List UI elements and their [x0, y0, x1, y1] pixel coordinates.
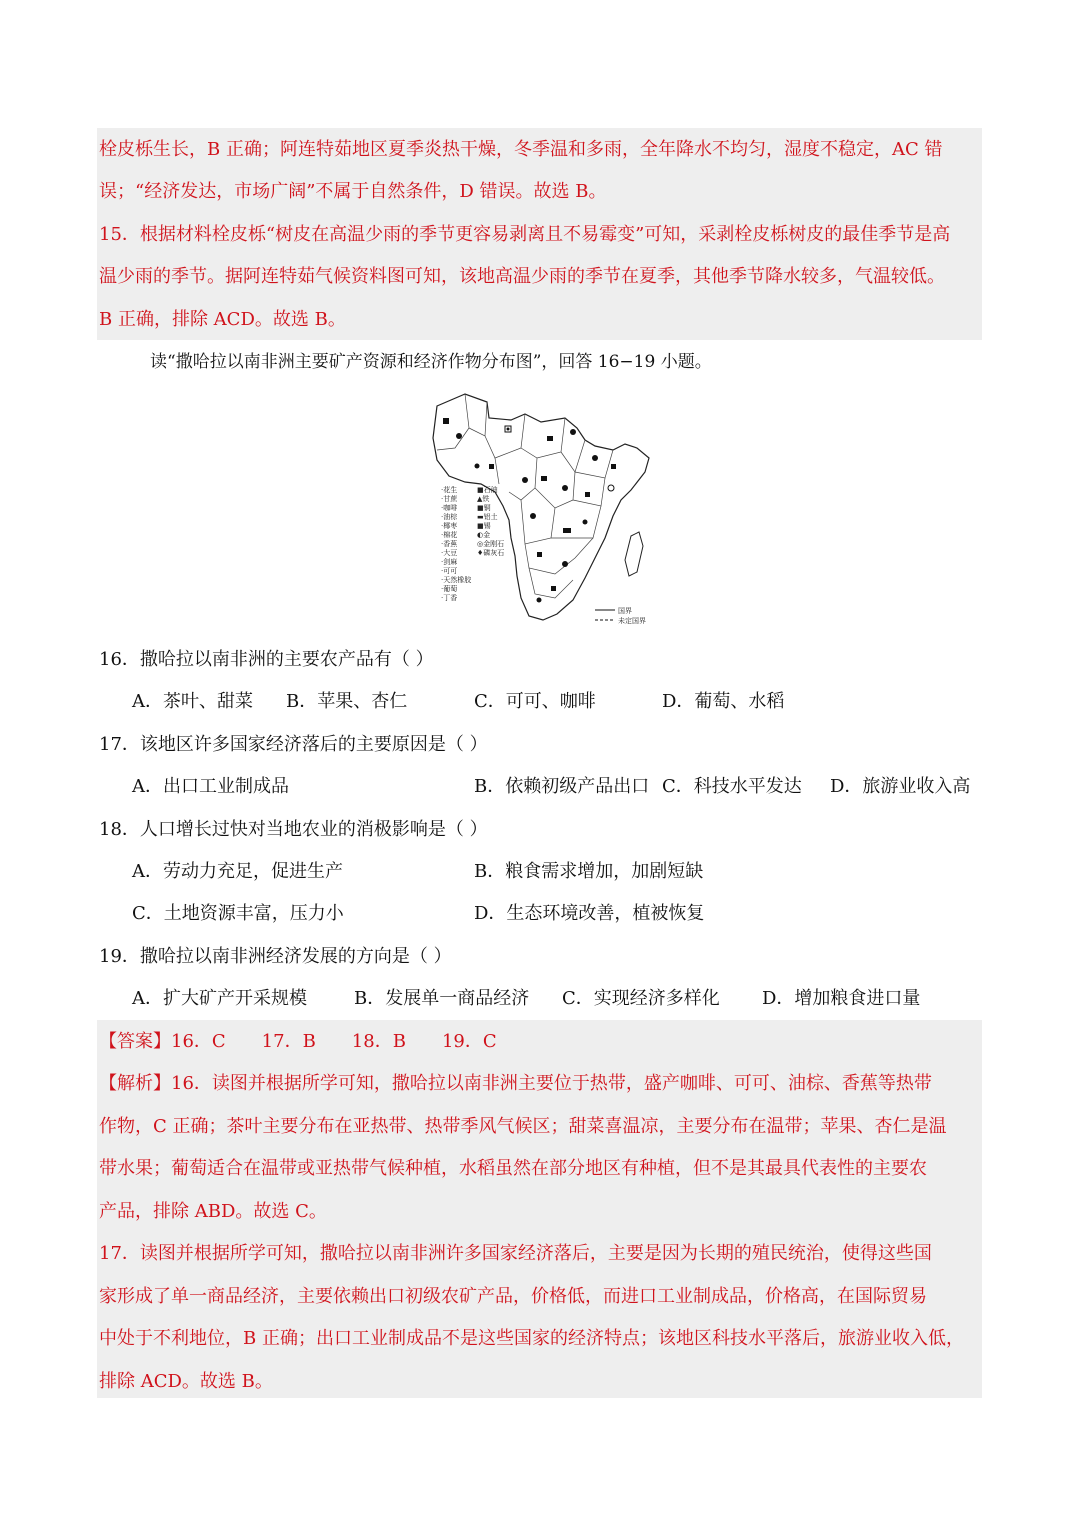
svg-text:·甘蔗: ·甘蔗 — [441, 495, 458, 503]
explanation-line: 栓皮栎生长，B 正确；阿连特茹地区夏季炎热干燥，冬季温和多雨，全年降水不均匀，湿度不稳定，AC 错 — [99, 139, 943, 160]
q19-option-a[interactable]: A．扩大矿产开采规模 — [132, 988, 307, 1009]
svg-text:·香蕉: ·香蕉 — [441, 540, 458, 548]
svg-text:·剑麻: ·剑麻 — [441, 558, 458, 566]
africa-map-figure — [425, 388, 655, 628]
question-16-stem: 16．撒哈拉以南非洲的主要农产品有（ ） — [99, 649, 434, 670]
q18-option-c[interactable]: C．土地资源丰富，压力小 — [132, 903, 344, 924]
question-18-stem: 18．人口增长过快对当地农业的消极影响是（ ） — [99, 819, 488, 840]
q19-option-c[interactable]: C．实现经济多样化 — [562, 988, 720, 1009]
svg-text:·花生: ·花生 — [441, 486, 458, 494]
analysis-tag: 【解析】 — [99, 1073, 171, 1094]
svg-text:·椰枣: ·椰枣 — [441, 522, 458, 530]
svg-text:·可可: ·可可 — [441, 567, 458, 575]
explanation-line: B 正确，排除 ACD。故选 B。 — [99, 309, 346, 330]
q18-option-b[interactable]: B．粮食需求增加，加剧短缺 — [474, 861, 704, 882]
analysis-line: 产品，排除 ABD。故选 C。 — [99, 1201, 327, 1222]
answer-line — [99, 1030, 497, 1054]
q17-option-a[interactable]: A．出口工业制成品 — [132, 776, 289, 797]
madagascar-outline — [625, 532, 643, 576]
svg-text:■锡: ■锡 — [477, 522, 491, 530]
q18-option-d[interactable]: D．生态环境改善，植被恢复 — [474, 903, 705, 924]
analysis-line: 17．读图并根据所学可知，撒哈拉以南非洲许多国家经济落后，主要是因为长期的殖民统治，使得这些国 — [99, 1243, 932, 1264]
q16-option-a[interactable]: A．茶叶、甜菜 — [132, 691, 253, 712]
q18-option-a[interactable]: A．劳动力充足，促进生产 — [132, 861, 343, 882]
answer-tag: 【答案】 — [99, 1031, 171, 1052]
svg-text:▲铁: ▲铁 — [477, 495, 490, 503]
svg-text:·天然橡胶: ·天然橡胶 — [441, 576, 472, 584]
svg-text:♦磷灰石: ♦磷灰石 — [477, 549, 505, 557]
svg-text:▬铝土: ▬铝土 — [477, 513, 498, 521]
svg-text:·葡萄: ·葡萄 — [441, 585, 458, 593]
analysis-line: 带水果；葡萄适合在温带或亚热带气候种植，水稻虽然在部分地区有种植，但不是其最具代表性的主要农 — [99, 1158, 927, 1179]
q17-option-d[interactable]: D．旅游业收入高 — [830, 776, 971, 797]
analysis-line: 作物，C 正确；茶叶主要分布在亚热带、热带季风气候区；甜菜喜温凉，主要分布在温带；苹果、杏仁是温 — [99, 1116, 947, 1137]
q16-option-b[interactable]: B．苹果、杏仁 — [286, 691, 408, 712]
map-legend-crops — [441, 485, 472, 602]
svg-text:·咖啡: ·咖啡 — [441, 504, 458, 512]
svg-text:◐金: ◐金 — [477, 531, 491, 539]
map-legend-borders — [595, 606, 646, 625]
analysis-line — [99, 1072, 932, 1096]
svg-text:■铜: ■铜 — [477, 504, 491, 512]
svg-text:·棉花: ·棉花 — [441, 531, 458, 539]
svg-text:未定国界: 未定国界 — [618, 617, 646, 625]
svg-text:◎金刚石: ◎金刚石 — [477, 540, 505, 548]
answer-text: 16．C 17．B 18．B 19．C — [171, 1031, 497, 1052]
analysis-line: 家形成了单一商品经济，主要依赖出口初级农矿产品，价格低，而进口工业制成品，价格高，在国际贸易 — [99, 1286, 927, 1307]
svg-text:■石油: ■石油 — [477, 486, 498, 494]
svg-text:·油棕: ·油棕 — [441, 513, 458, 521]
svg-text:·大豆: ·大豆 — [441, 549, 458, 557]
analysis-text: 16．读图并根据所学可知，撒哈拉以南非洲主要位于热带，盛产咖啡、可可、油棕、香蕉等热带 — [171, 1073, 932, 1094]
q16-option-c[interactable]: C．可可、咖啡 — [474, 691, 596, 712]
q17-option-b[interactable]: B．依赖初级产品出口 — [474, 776, 650, 797]
svg-text:·丁香: ·丁香 — [441, 594, 458, 602]
explanation-line: 温少雨的季节。据阿连特茹气候资料图可知，该地高温少雨的季节在夏季，其他季节降水较多，气温较低。 — [99, 266, 945, 287]
explanation-line: 15．根据材料栓皮栎“树皮在高温少雨的季节更容易剥离且不易霉变”可知，采剥栓皮栎树皮的最佳季节是高 — [99, 224, 951, 245]
analysis-line: 排除 ACD。故选 B。 — [99, 1371, 273, 1392]
svg-text:国界: 国界 — [618, 607, 632, 615]
q16-option-d[interactable]: D．葡萄、水稻 — [662, 691, 785, 712]
question-17-stem: 17．该地区许多国家经济落后的主要原因是（ ） — [99, 734, 488, 755]
question-19-stem: 19．撒哈拉以南非洲经济发展的方向是（ ） — [99, 946, 452, 967]
q19-option-b[interactable]: B．发展单一商品经济 — [354, 988, 530, 1009]
q19-option-d[interactable]: D．增加粮食进口量 — [762, 988, 921, 1009]
analysis-line: 中处于不利地位，B 正确；出口工业制成品不是这些国家的经济特点；该地区科技水平落后，旅游业收入低， — [99, 1328, 964, 1349]
africa-outline — [433, 394, 649, 620]
q17-option-c[interactable]: C．科技水平发达 — [662, 776, 802, 797]
question-intro: 读“撒哈拉以南非洲主要矿产资源和经济作物分布图”，回答 16−19 小题。 — [150, 352, 712, 372]
explanation-line: 误；“经济发达，市场广阔”不属于自然条件，D 错误。故选 B。 — [99, 181, 607, 202]
